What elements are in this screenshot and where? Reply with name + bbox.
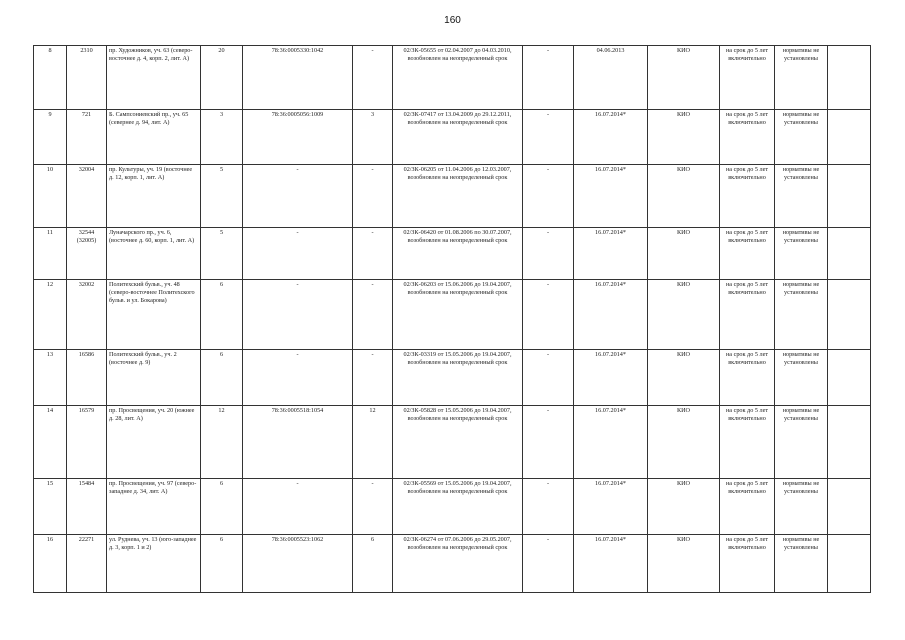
cell-organization: КИО [648,280,720,350]
table-row [34,535,871,593]
cell-notes [828,280,871,350]
cell-address: пр. Художников, уч. 63 (северо-восточнее д. 4, корп. 2, лит. А) [107,46,201,110]
cell-object-id: 32004 [67,165,107,228]
cell-area: 20 [201,46,243,110]
cell-contract-info: 02/ЗК-06205 от 11.04.2006 до 12.03.2007, возобновлен на неопределенный срок [393,165,523,228]
cell-row-number: 12 [34,280,67,350]
cell-term: на срок до 5 лет включительно [720,479,775,535]
cell-area: 6 [201,280,243,350]
cell-object-id: 16586 [67,350,107,406]
cell-notes [828,46,871,110]
cell-norms: нормативы не установлены [775,350,828,406]
cell-cadastral-area: - [353,228,393,280]
cell-area: 12 [201,406,243,479]
cell-organization: КИО [648,228,720,280]
cell-row-number: 13 [34,350,67,406]
cell-cadastral-area: - [353,280,393,350]
cell-norms: нормативы не установлены [775,479,828,535]
cell-contract-info: 02/ЗК-05569 от 15.05.2006 до 19.04.2007, возобновлен на неопределенный срок [393,479,523,535]
cell-organization: КИО [648,110,720,165]
cell-cadastral-area: - [353,350,393,406]
cell-empty-value: - [523,46,574,110]
cell-norms: нормативы не установлены [775,165,828,228]
cell-cadastral-area: - [353,165,393,228]
cell-contract-info: 02/ЗК-05655 от 02.04.2007 до 04.03.2010, возобновлен на неопределенный срок [393,46,523,110]
table-row [34,228,871,280]
cell-object-id: 15484 [67,479,107,535]
cell-norms: нормативы не установлены [775,535,828,593]
cell-object-id: 22271 [67,535,107,593]
cell-norms: нормативы не установлены [775,228,828,280]
cell-cadastral-number: 78:36:0005523:1062 [243,535,353,593]
cell-notes [828,350,871,406]
cell-term: на срок до 5 лет включительно [720,228,775,280]
cell-norms: нормативы не установлены [775,110,828,165]
cell-organization: КИО [648,479,720,535]
cell-term: на срок до 5 лет включительно [720,46,775,110]
cell-row-number: 8 [34,46,67,110]
registry-table [33,45,871,593]
cell-row-number: 11 [34,228,67,280]
cell-cadastral-area: - [353,46,393,110]
table-row [34,406,871,479]
cell-contract-info: 02/ЗК-06420 от 01.08.2006 по 30.07.2007, возобновлен на неопределенный срок [393,228,523,280]
cell-area: 6 [201,350,243,406]
cell-address: пр. Культуры, уч. 19 (восточнее д. 12, корп. 1, лит. А) [107,165,201,228]
cell-empty-value: - [523,280,574,350]
cell-contract-info: 02/ЗК-03319 от 15.05.2006 до 19.04.2007, возобновлен на неопределенный срок [393,350,523,406]
cell-organization: КИО [648,406,720,479]
cell-cadastral-number: - [243,280,353,350]
cell-contract-info: 02/ЗК-05828 от 15.05.2006 до 19.04.2007, возобновлен на неопределенный срок [393,406,523,479]
table-row [34,110,871,165]
cell-cadastral-number: - [243,165,353,228]
cell-empty-value: - [523,479,574,535]
table-row [34,280,871,350]
cell-cadastral-number: 78:36:0005330:1042 [243,46,353,110]
cell-term: на срок до 5 лет включительно [720,165,775,228]
cell-date: 16.07.2014* [574,228,648,280]
cell-contract-info: 02/ЗК-06203 от 15.06.2006 до 19.04.2007, возобновлен на неопределенный срок [393,280,523,350]
cell-row-number: 16 [34,535,67,593]
cell-notes [828,165,871,228]
cell-address: ул. Руднева, уч. 13 (юго-западнее д. 3, корп. 1 и 2) [107,535,201,593]
cell-date: 16.07.2014* [574,165,648,228]
cell-empty-value: - [523,110,574,165]
cell-address: Политехский бульв., уч. 48 (северо-восточнее Политехского бульв. и ул. Бокарова) [107,280,201,350]
cell-empty-value: - [523,228,574,280]
cell-empty-value: - [523,406,574,479]
cell-object-id: 721 [67,110,107,165]
cell-term: на срок до 5 лет включительно [720,406,775,479]
page-number: 160 [444,15,461,26]
cell-address: Политехский бульв., уч. 2 (восточнее д. 9) [107,350,201,406]
cell-cadastral-area: 3 [353,110,393,165]
cell-cadastral-area: 12 [353,406,393,479]
cell-area: 3 [201,110,243,165]
cell-cadastral-number: 78:36:0005056:1009 [243,110,353,165]
cell-date: 16.07.2014* [574,406,648,479]
cell-date: 16.07.2014* [574,110,648,165]
table-row [34,165,871,228]
cell-date: 16.07.2014* [574,479,648,535]
table-body [34,46,871,593]
cell-area: 5 [201,165,243,228]
cell-row-number: 9 [34,110,67,165]
cell-address: пр. Просвещения, уч. 97 (северо-западнее д. 34, лит. А) [107,479,201,535]
cell-term: на срок до 5 лет включительно [720,110,775,165]
cell-empty-value: - [523,165,574,228]
cell-row-number: 10 [34,165,67,228]
cell-row-number: 14 [34,406,67,479]
table-row [34,479,871,535]
cell-term: на срок до 5 лет включительно [720,280,775,350]
cell-date: 16.07.2014* [574,350,648,406]
cell-notes [828,479,871,535]
cell-cadastral-number: - [243,479,353,535]
cell-object-id: 16579 [67,406,107,479]
cell-organization: КИО [648,46,720,110]
cell-notes [828,406,871,479]
cell-area: 6 [201,479,243,535]
cell-object-id: 2310 [67,46,107,110]
cell-date: 16.07.2014* [574,535,648,593]
cell-norms: нормативы не установлены [775,406,828,479]
cell-cadastral-number: 78:36:0005518:1054 [243,406,353,479]
cell-cadastral-area: - [353,479,393,535]
cell-date: 16.07.2014* [574,280,648,350]
cell-area: 6 [201,535,243,593]
cell-area: 5 [201,228,243,280]
cell-organization: КИО [648,535,720,593]
cell-date: 04.06.2013 [574,46,648,110]
cell-cadastral-area: 6 [353,535,393,593]
cell-term: на срок до 5 лет включительно [720,350,775,406]
cell-address: Луначарского пр., уч. 6, (восточнее д. 60, корп. 1, лит. А) [107,228,201,280]
cell-notes [828,228,871,280]
cell-organization: КИО [648,165,720,228]
cell-address: Б. Сампсониевский пр., уч. 65 (севернее д. 94, лит. А) [107,110,201,165]
cell-term: на срок до 5 лет включительно [720,535,775,593]
table-row [34,350,871,406]
cell-empty-value: - [523,350,574,406]
cell-norms: нормативы не установлены [775,280,828,350]
cell-organization: КИО [648,350,720,406]
cell-address: пр. Просвещения, уч. 20 (южнее д. 28, лит. А) [107,406,201,479]
cell-cadastral-number: - [243,228,353,280]
cell-notes [828,535,871,593]
cell-norms: нормативы не установлены [775,46,828,110]
cell-cadastral-number: - [243,350,353,406]
cell-object-id: 32544 (32005) [67,228,107,280]
table-row [34,46,871,110]
cell-empty-value: - [523,535,574,593]
cell-contract-info: 02/ЗК-07417 от 13.04.2009 до 29.12.2011, возобновлен на неопределенный срок [393,110,523,165]
cell-row-number: 15 [34,479,67,535]
cell-contract-info: 02/ЗК-06274 от 07.06.2006 до 29.05.2007, возобновлен на неопределенный срок [393,535,523,593]
cell-notes [828,110,871,165]
cell-object-id: 32002 [67,280,107,350]
